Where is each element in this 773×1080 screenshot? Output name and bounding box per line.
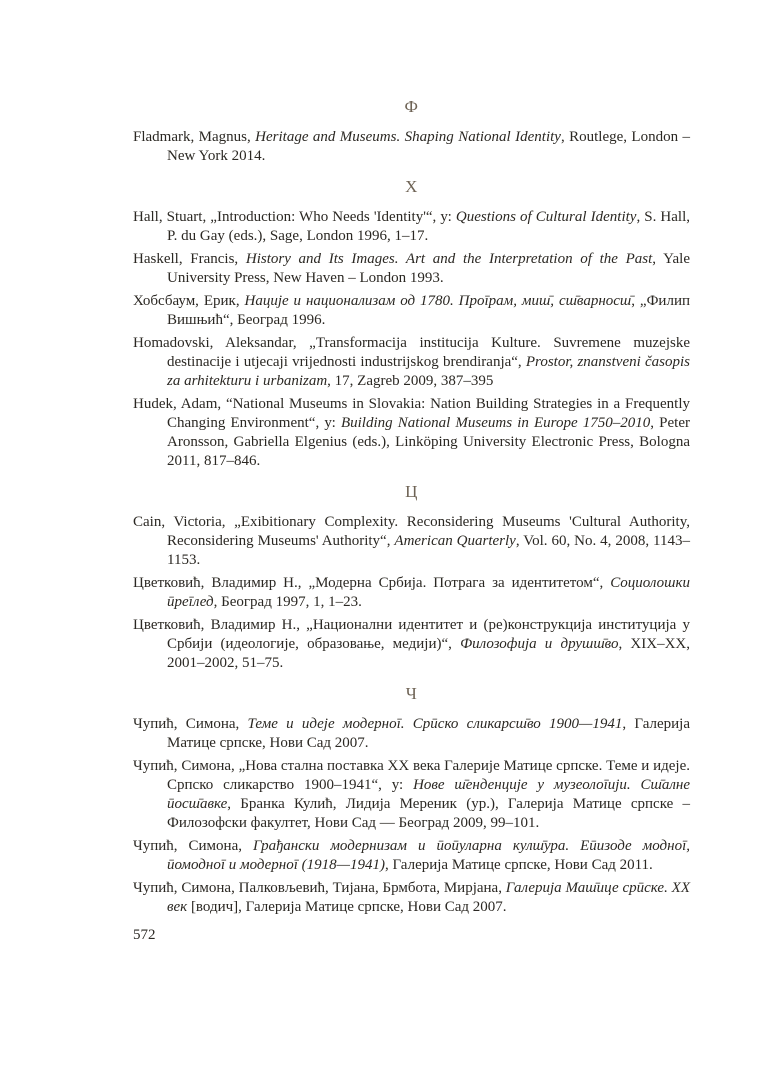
entry-text: Чупић, Симона, — [133, 716, 248, 732]
entry-text: Hudek, Adam, “National Museums in Slovakia: Nation Building Strategies in a Frequently Changing Environment“, у: — [133, 396, 690, 431]
entry-title-italic: Социолошки ūреīлед — [167, 575, 690, 610]
bibliography-section — [133, 96, 690, 166]
entry-text: , Галерија Матице српске, Нови Сад 2011. — [385, 857, 653, 873]
bibliography-section — [133, 481, 690, 673]
entry-title-italic: Heritage and Museums. Shaping National Identity — [255, 129, 561, 145]
entry-title-italic: American Quarterly — [394, 533, 516, 549]
entry-text: , Бранка Кулић, Лидија Мереник (ур.), Галерија Матице српске – Филозофски факултет, Нови Сад — Београд 2009, 99–101. — [167, 796, 690, 831]
entry-text: Homadovski, Aleksandar, „Transformacija institucija Kulture. Suvremene muzejske destinacije i utjecaji vrijednosti industrijskog brendiranja“, — [133, 335, 690, 370]
bibliography-section — [133, 683, 690, 917]
entry-title-italic: Грађански модернизам и ūоūуларна кулш̄ура. Еūизоде модноī, ūомодноī и модерноī (1918—1941) — [167, 838, 690, 873]
entry-text: Цветковић, Владимир Н., „Модерна Србија. Потрага за идентитетом“, — [133, 575, 611, 591]
bibliography-entry — [133, 128, 690, 166]
entry-text: Чупић, Симона, „Нова стална поставка ХХ века Галерије Матице српске. Теме и идеје. Српско сликарство 1900–1941“, у: — [133, 758, 690, 793]
entry-title-italic: Нове ш̄енденције у музеолоīији. Сш̄алне ūосш̄авке — [167, 777, 690, 812]
page-footer — [133, 925, 156, 945]
page-number: 572 — [133, 927, 156, 943]
section-letter: Ч — [405, 684, 418, 703]
entry-title-italic: Building National Museums in Europe 1750–2010 — [340, 415, 651, 431]
entry-title-italic: Questions of Cultural Identity — [455, 209, 637, 225]
section-letter: Ц — [405, 482, 418, 501]
entry-title-italic: Prostor, znanstveni časopis za arhitekturu i urbanizam — [167, 354, 690, 389]
entry-text: , Галерија Матице српске, Нови Сад 2007. — [167, 716, 690, 751]
entry-title-italic: Филозофија и друшш̄во — [460, 636, 619, 652]
entry-text: , XIX–XX, 2001–2002, 51–75. — [167, 636, 690, 671]
bibliography-entry — [133, 837, 690, 875]
entry-text: , Routlege, London – New York 2014. — [167, 129, 690, 164]
entry-text: , „Филип Вишњић“, Београд 1996. — [167, 293, 690, 328]
bibliography-section — [133, 176, 690, 471]
entry-text: , 17, Zagreb 2009, 387–395 — [327, 373, 494, 389]
entry-title-italic: Нације и национализам од 1780. Проīрам, миш̄, сш̄варносш̄ — [244, 293, 632, 309]
section-letter: Х — [405, 177, 418, 196]
entry-text: , Peter Aronsson, Gabriella Elgenius (eds.), Linköping University Electronic Press, Bologna 2011, 817–846. — [167, 415, 690, 469]
entry-title-italic: Галерија Маш̄ице срūске. ХХ век — [167, 880, 690, 915]
entry-text: Fladmark, Magnus, — [133, 129, 256, 145]
entry-text: [водич], Галерија Матице српске, Нови Сад 2007. — [187, 899, 507, 915]
bibliography-entry — [133, 513, 690, 570]
entry-text: , Београд 1997, 1, 1–23. — [213, 594, 362, 610]
entry-text: Haskell, Francis, — [133, 251, 246, 267]
entry-title-italic: Теме и идеје модерноī. Срūско сликарсш̄во 1900—1941 — [247, 716, 623, 732]
entry-text: Cain, Victoria, „Exibitionary Complexity. Reconsidering Museums 'Cultural Authority, Reconsidering Museums' Authority“, — [133, 514, 690, 549]
entry-title-italic: History and Its Images. Art and the Interpretation of the Past — [245, 251, 653, 267]
entry-text: Чупић, Симона, — [133, 838, 253, 854]
bibliography-entry — [133, 574, 690, 612]
bibliography-entry — [133, 616, 690, 673]
entry-text: Hall, Stuart, „Introduction: Who Needs 'Identity'“, у: — [133, 209, 456, 225]
bibliography-entry — [133, 715, 690, 753]
entry-text: , Yale University Press, New Haven – London 1993. — [167, 251, 690, 286]
bibliography-entry — [133, 879, 690, 917]
bibliography — [133, 96, 690, 921]
bibliography-entry — [133, 250, 690, 288]
bibliography-entry — [133, 395, 690, 471]
entry-text: , Vol. 60, No. 4, 2008, 1143–1153. — [167, 533, 690, 568]
bibliography-entry — [133, 334, 690, 391]
bibliography-entry — [133, 208, 690, 246]
section-letter: Ф — [404, 97, 419, 116]
entry-text: Хобсбаум, Ерик, — [133, 293, 245, 309]
entry-text: Чупић, Симона, Палковљевић, Тијана, Брмбота, Мирјана, — [133, 880, 506, 896]
bibliography-entry — [133, 292, 690, 330]
entry-text: , S. Hall, P. du Gay (eds.), Sage, London 1996, 1–17. — [167, 209, 690, 244]
entry-text: Цветковић, Владимир Н., „Национални идентитет и (ре)конструкција институција у Србији (идеологије, образовање, медији)“, — [133, 617, 690, 652]
bibliography-entry — [133, 757, 690, 833]
